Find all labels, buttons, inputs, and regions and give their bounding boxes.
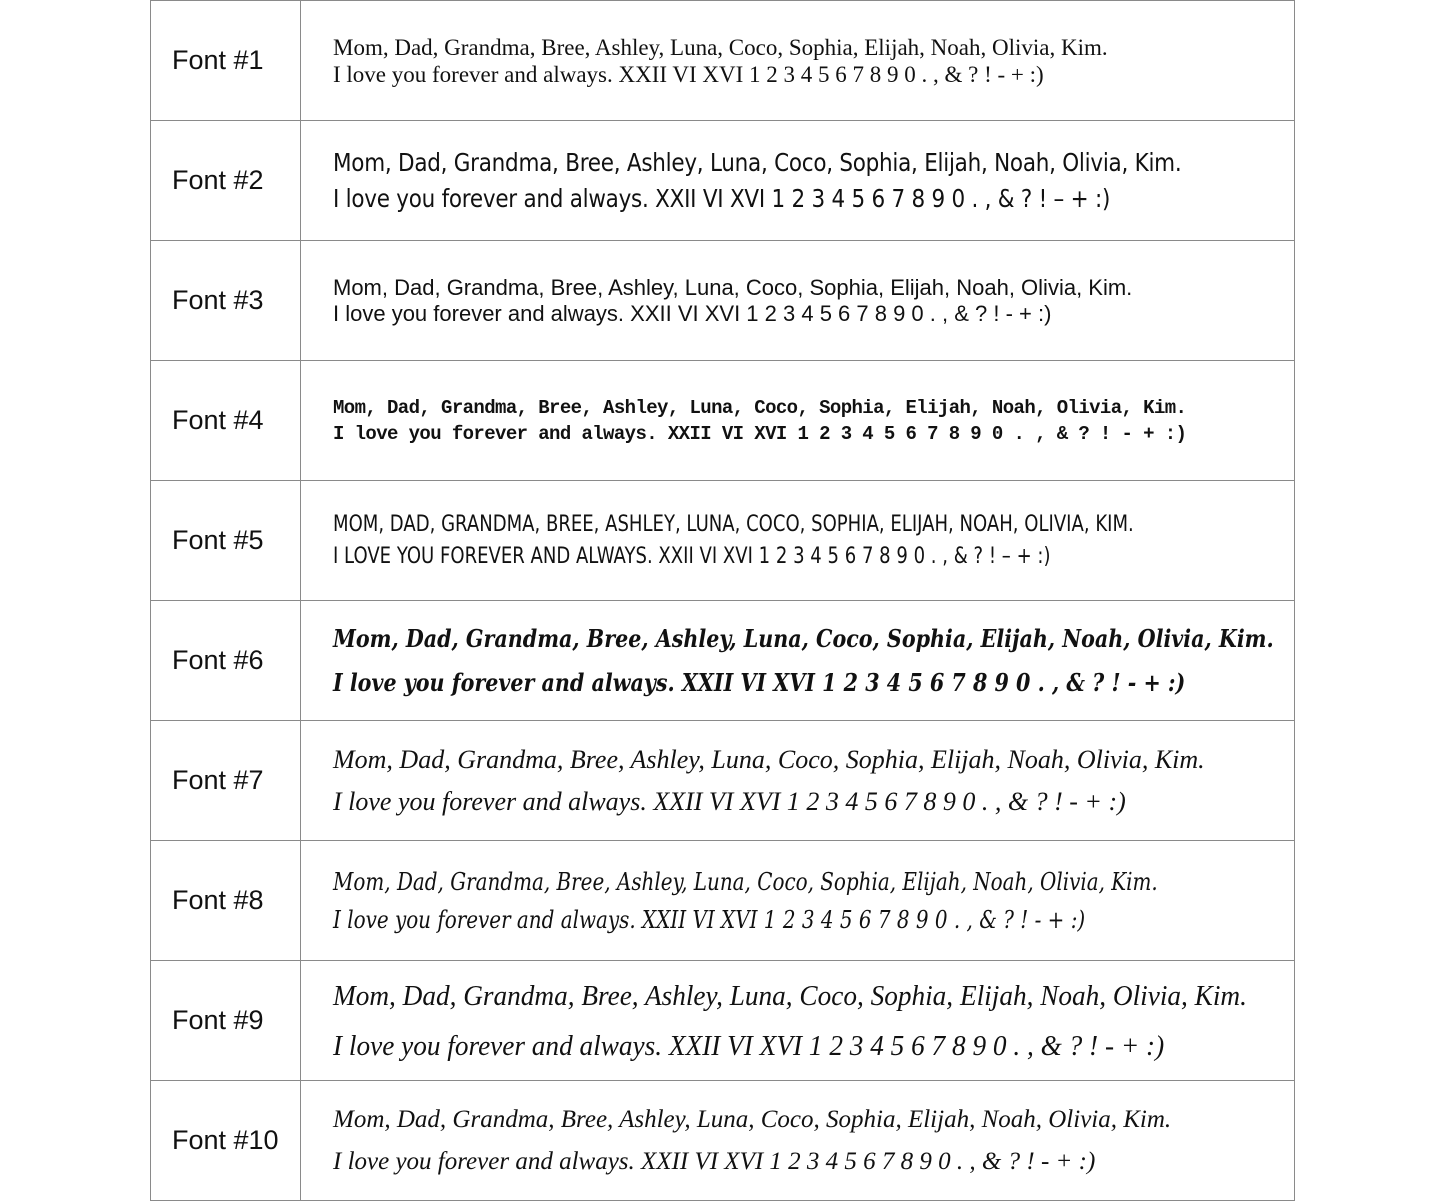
font-label: Font #8 [151,841,301,960]
sample-line-1: Mom, Dad, Grandma, Bree, Ashley, Luna, Coco, Sophia, Elijah, Noah, Olivia, Kim. [333,979,1247,1012]
sample-line-1: Mom, Dad, Grandma, Bree, Ashley, Luna, Coco, Sophia, Elijah, Noah, Olivia, Kim. [333,396,1187,419]
font-label: Font #4 [151,361,301,480]
font-sample [301,1081,1294,1200]
font-row-8 [150,841,1295,961]
font-label: Font #2 [151,121,301,240]
sample-line-2: I love you forever and always. XXII VI XVI 1 2 3 4 5 6 7 8 9 0 . , & ? ! - + :) [333,1029,1165,1062]
font-row-1 [150,1,1295,121]
font-row-5 [150,481,1295,601]
font-row-3 [150,241,1295,361]
font-row-10 [150,1081,1295,1201]
sample-line-2: I love you forever and always. XXII VI XVI 1 2 3 4 5 6 7 8 9 0 . , & ? ! – + :) [333,183,1111,213]
font-sample [301,721,1294,840]
sample-line-1: Mom, Dad, Grandma, Bree, Ashley, Luna, Coco, Sophia, Elijah, Noah, Olivia, Kim. [333,623,1274,653]
font-row-9 [150,961,1295,1081]
sample-line-2: I LOVE YOU FOREVER AND ALWAYS. XXII VI XVI 1 2 3 4 5 6 7 8 9 0 . , & ? ! – + :) [333,543,1051,569]
font-sample [301,481,1294,600]
sample-line-2: I love you forever and always. XXII VI XVI 1 2 3 4 5 6 7 8 9 0 . , & ? ! - + :) [333,1147,1096,1175]
font-label: Font #3 [151,241,301,360]
sample-line-2: I love you forever and always. XXII VI XVI 1 2 3 4 5 6 7 8 9 0 . , & ? ! - + :) [333,61,1044,87]
font-label: Font #10 [151,1081,301,1200]
sample-line-2: I love you forever and always. XXII VI XVI 1 2 3 4 5 6 7 8 9 0 . , & ? ! - + :) [333,422,1187,445]
sample-line-1: Mom, Dad, Grandma, Bree, Ashley, Luna, Coco, Sophia, Elijah, Noah, Olivia, Kim. [333,34,1108,60]
sample-line-2: I love you forever and always. XXII VI XVI 1 2 3 4 5 6 7 8 9 0 . , & ? ! - + :) [333,667,1186,697]
font-label: Font #1 [151,1,301,120]
sample-line-1: Mom, Dad, Grandma, Bree, Ashley, Luna, Coco, Sophia, Elijah, Noah, Olivia, Kim. [333,274,1133,300]
font-label: Font #5 [151,481,301,600]
font-row-6 [150,601,1295,721]
font-sample [301,361,1294,480]
sample-line-1: Mom, Dad, Grandma, Bree, Ashley, Luna, Coco, Sophia, Elijah, Noah, Olivia, Kim. [333,1105,1172,1133]
font-sample [301,841,1294,960]
font-label: Font #7 [151,721,301,840]
sample-line-1: MOM, DAD, GRANDMA, BREE, ASHLEY, LUNA, COCO, SOPHIA, ELIJAH, NOAH, OLIVIA, KIM. [333,511,1134,537]
font-sample [301,601,1294,720]
sample-line-2: I love you forever and always. XXII VI XVI 1 2 3 4 5 6 7 8 9 0 . , & ? ! - + :) [333,300,1052,326]
sample-line-2: I love you forever and always. XXII VI XVI 1 2 3 4 5 6 7 8 9 0 . , & ? ! - + :) [333,905,1086,934]
sample-line-2: I love you forever and always. XXII VI XVI 1 2 3 4 5 6 7 8 9 0 . , & ? ! - + :) [333,786,1126,816]
font-row-7 [150,721,1295,841]
font-label: Font #6 [151,601,301,720]
font-row-2 [150,121,1295,241]
font-row-4 [150,361,1295,481]
font-sample [301,961,1294,1080]
font-sample [301,121,1294,240]
sample-line-1: Mom, Dad, Grandma, Bree, Ashley, Luna, Coco, Sophia, Elijah, Noah, Olivia, Kim. [333,744,1205,774]
font-label: Font #9 [151,961,301,1080]
sample-line-1: Mom, Dad, Grandma, Bree, Ashley, Luna, Coco, Sophia, Elijah, Noah, Olivia, Kim. [333,867,1158,896]
font-sample [301,241,1294,360]
font-sample-table [150,0,1295,1200]
sample-line-1: Mom, Dad, Grandma, Bree, Ashley, Luna, Coco, Sophia, Elijah, Noah, Olivia, Kim. [333,147,1182,177]
font-sample [301,1,1294,120]
